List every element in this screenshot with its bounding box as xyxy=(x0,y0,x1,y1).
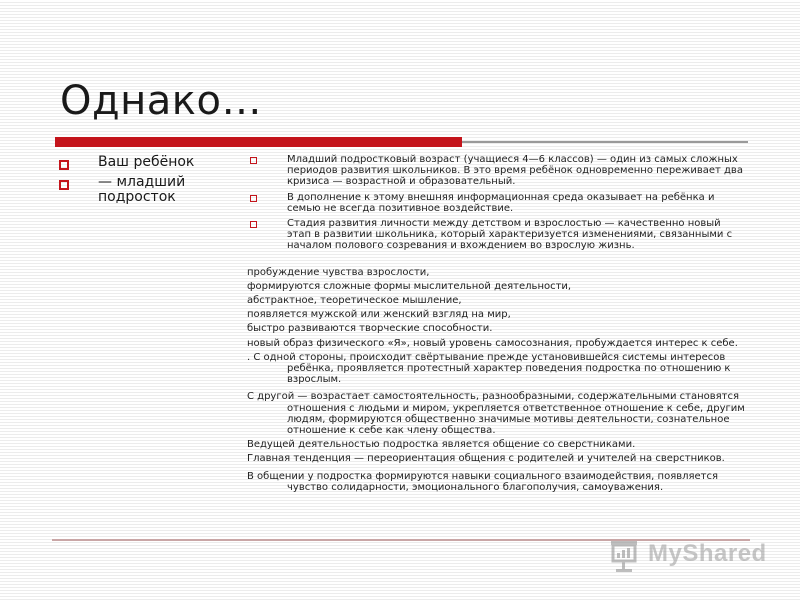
body-paragraph: появляется мужской или женский взгляд на мир, xyxy=(247,309,511,321)
body-paragraph: С другой — возрастает самостоятельность, разнообразными, содержательными становятся отношения с людьми и миром, укрепляется ответственное отношение к себе, другим людям, формируются общественно значимые мотивы деятельности, сознательное отношение к себе как члену общества. xyxy=(247,391,745,437)
right-bullet-item xyxy=(247,154,747,188)
square-bullet-icon xyxy=(250,221,257,228)
watermark-logo xyxy=(608,536,768,576)
body-paragraph: Главная тенденция — переориентация общения с родителей и учителей на сверстников. xyxy=(247,453,725,465)
right-bullet-item xyxy=(247,192,747,214)
left-bullet-text: Ваш ребёнок xyxy=(98,154,195,170)
body-paragraph: быстро развиваются творческие способности. xyxy=(247,323,493,335)
body-paragraph: . С одной стороны, происходит свёртывание прежде установившейся системы интересов ребёнка, проявляется протестный характер поведения подростка по отношению к взрослым. xyxy=(247,351,731,386)
slide-title: Однако… xyxy=(60,78,262,124)
right-bullet-item xyxy=(247,218,747,252)
right-bullet-text: Стадия развития личности между детством и взрослостью — качественно новый этап в развитии школьника, который характеризуется изменениями, связанными с началом полового созревания и вхождением во взрослую жизнь. xyxy=(287,218,733,252)
body-paragraph: абстрактное, теоретическое мышление, xyxy=(247,295,462,307)
title-divider-line xyxy=(462,141,748,143)
presentation-board-icon xyxy=(608,536,646,574)
title-accent-bar xyxy=(55,137,462,147)
square-bullet-icon xyxy=(250,195,257,202)
square-bullet-icon xyxy=(59,180,69,190)
left-bullet-text: — младший подросток xyxy=(98,174,186,205)
logo-text: MyShared xyxy=(648,540,767,567)
left-bullet-item xyxy=(58,155,233,170)
right-bullet-text: В дополнение к этому внешняя информационная среда оказывает на ребёнка и семью не всегда позитивное воздействие. xyxy=(287,191,715,214)
body-paragraph: новый образ физического «Я», новый уровень самосознания, пробуждается интерес к себе. xyxy=(247,337,738,349)
body-paragraph: пробуждение чувства взрослости, xyxy=(247,266,430,278)
body-paragraph: Ведущей деятельностью подростка является общение со сверстниками. xyxy=(247,439,636,451)
square-bullet-icon xyxy=(250,157,257,164)
left-bullet-list xyxy=(58,155,233,210)
left-bullet-item xyxy=(58,175,233,205)
right-bullet-text: Младший подростковый возраст (учащиеся 4—6 классов) — один из самых сложных периодов развития школьников. В это время ребёнок одновременно переживает два кризиса — возрастной и образовательный. xyxy=(287,154,743,188)
body-paragraph: формируются сложные формы мыслительной деятельности, xyxy=(247,280,572,292)
body-paragraph: В общении у подростка формируются навыки социального взаимодействия, появляется чувство солидарности, эмоционального благополучия, самоуважения. xyxy=(247,470,719,493)
square-bullet-icon xyxy=(59,160,69,170)
right-content-column xyxy=(247,154,747,493)
